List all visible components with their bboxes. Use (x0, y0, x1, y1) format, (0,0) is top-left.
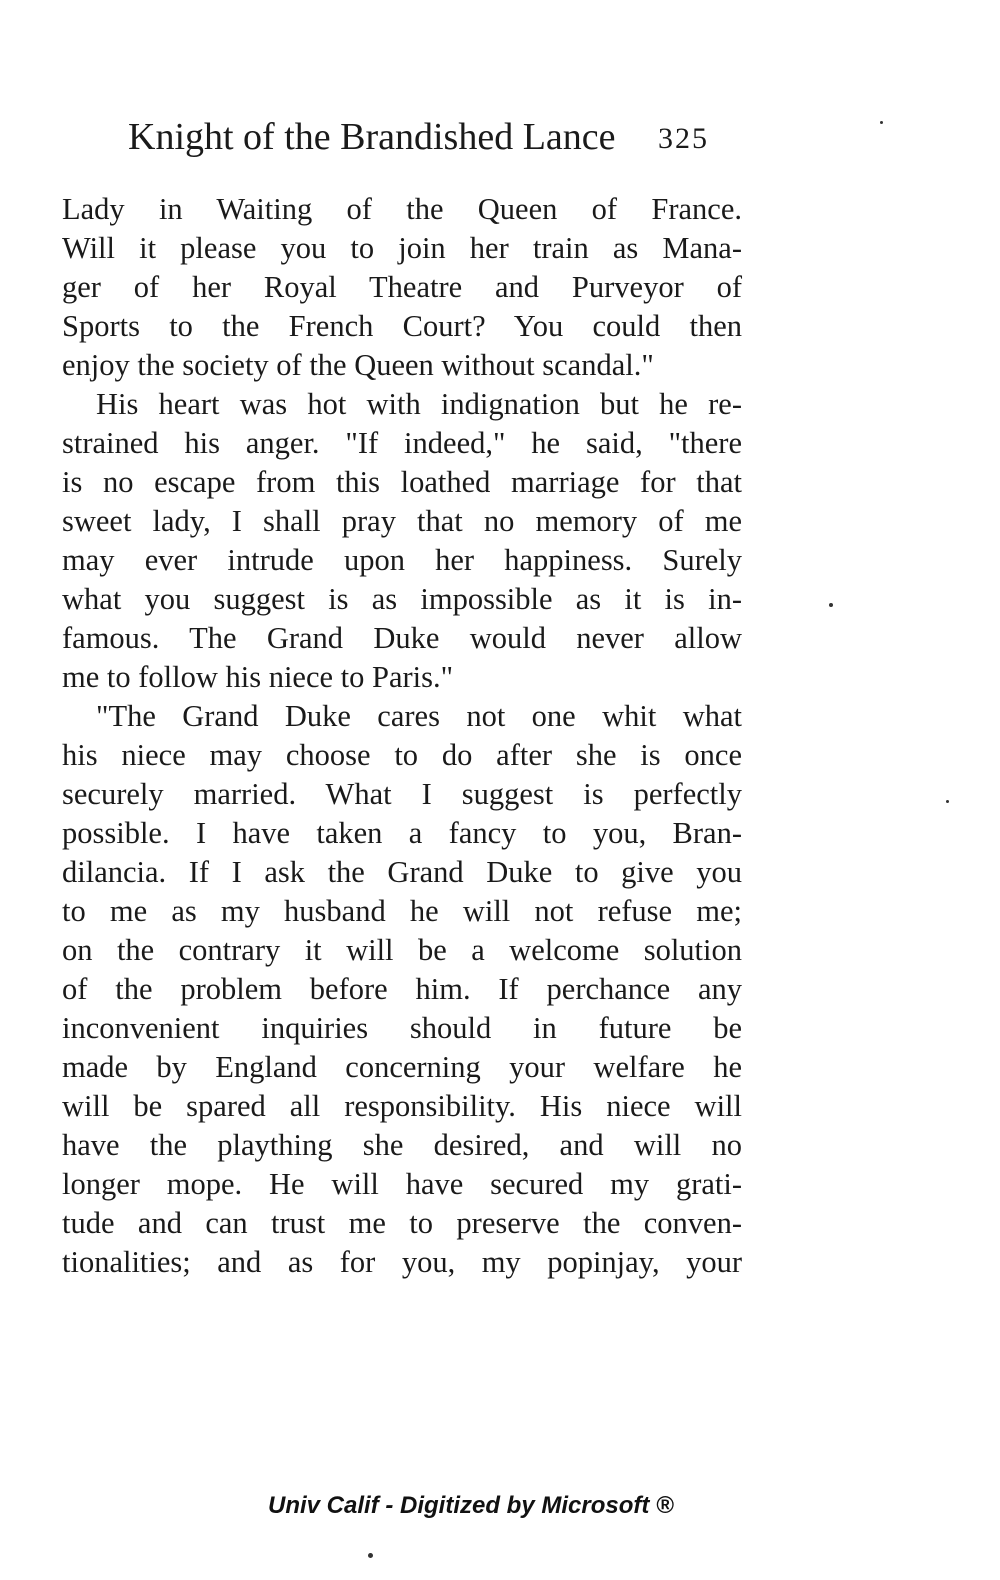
page-number: 325 (658, 122, 709, 155)
text-line: famous. The Grand Duke would never allow (62, 621, 742, 655)
text-line: possible. I have taken a fancy to you, Bran- (62, 816, 742, 850)
text-line: made by England concerning your welfare he (62, 1050, 742, 1084)
text-line: enjoy the society of the Queen without scandal." (62, 348, 654, 382)
running-title: Knight of the Brandished Lance (128, 116, 616, 158)
text-line: may ever intrude upon her happiness. Surely (62, 543, 742, 577)
paragraph-3 (62, 697, 742, 1282)
text-line: inconvenient inquiries should in future be (62, 1011, 742, 1045)
scan-speck (829, 603, 833, 607)
scan-speck (946, 800, 949, 803)
text-line: Sports to the French Court? You could then (62, 309, 742, 343)
text-line: will be spared all responsibility. His niece will (62, 1089, 742, 1123)
text-line: have the plaything she desired, and will no (62, 1128, 742, 1162)
text-line: on the contrary it will be a welcome solution (62, 933, 742, 967)
text-line: me to follow his niece to Paris." (62, 660, 454, 694)
text-line: strained his anger. "If indeed," he said, "there (62, 426, 742, 460)
text-line: his niece may choose to do after she is once (62, 738, 742, 772)
text-line: longer mope. He will have secured my grati- (62, 1167, 742, 1201)
running-head (128, 112, 748, 162)
paragraph-2 (62, 385, 742, 697)
paragraph-1 (62, 190, 742, 385)
text-line: dilancia. If I ask the Grand Duke to give you (62, 855, 742, 889)
text-line: His heart was hot with indignation but he re- (96, 387, 742, 421)
text-line: of the problem before him. If perchance any (62, 972, 742, 1006)
text-line: to me as my husband he will not refuse me; (62, 894, 742, 928)
scan-speck (368, 1553, 373, 1558)
text-line: "The Grand Duke cares not one whit what (96, 699, 742, 733)
text-line: what you suggest is as impossible as it is in- (62, 582, 742, 616)
text-line: tionalities; and as for you, my popinjay, your (62, 1245, 742, 1279)
scan-speck (880, 121, 883, 124)
text-line: ger of her Royal Theatre and Purveyor of (62, 270, 742, 304)
body-text (62, 190, 742, 1282)
text-line: sweet lady, I shall pray that no memory of me (62, 504, 742, 538)
text-line: Lady in Waiting of the Queen of France. (62, 192, 742, 226)
digitization-credit: Univ Calif - Digitized by Microsoft ® (268, 1492, 674, 1519)
text-line: Will it please you to join her train as Mana- (62, 231, 742, 265)
text-line: is no escape from this loathed marriage for that (62, 465, 742, 499)
text-line: securely married. What I suggest is perfectly (62, 777, 742, 811)
text-line: tude and can trust me to preserve the conven- (62, 1206, 742, 1240)
